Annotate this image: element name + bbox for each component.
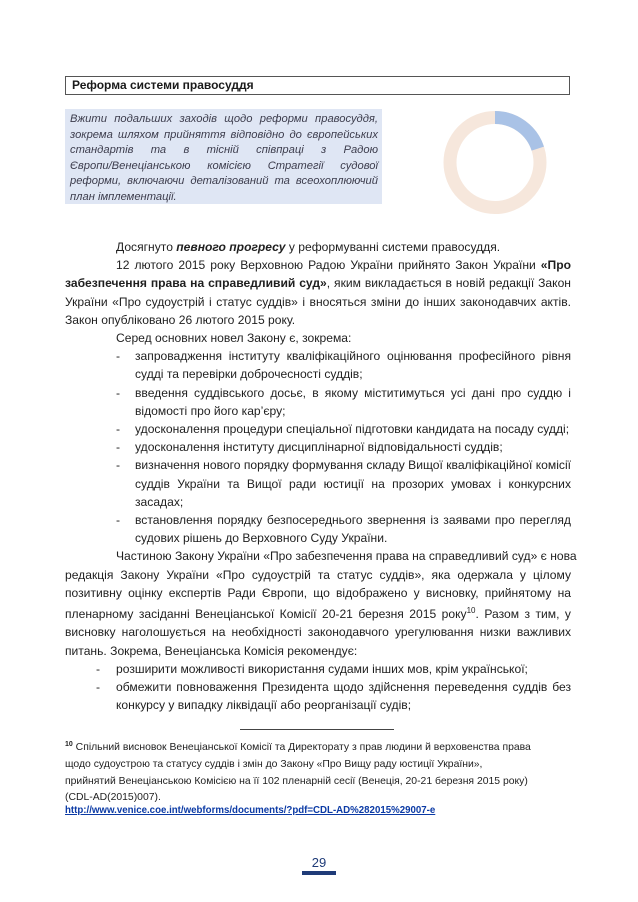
callout-line: зокрема шляхом прийняття відповідно до європейських — [70, 128, 378, 141]
text-line: щодо судоустрою та статусу суддів і змін до Закону «Про Вищу раду юстиції України», — [65, 758, 483, 770]
list-item — [65, 511, 571, 547]
text-line: судових рішень до Верховного Суду України. — [135, 531, 388, 546]
progress-donut-fill — [495, 118, 538, 149]
text-line: висновку наголошується на необхідності законодавчого урегулювання низки важливих — [65, 625, 571, 640]
text-line: питань. Зокрема, Венеціанська Комісія рекомендує: — [65, 643, 358, 658]
text-run: 12 лютого 2015 року Верховною Радою України прийнято Закон України — [116, 258, 541, 273]
list-item — [65, 347, 571, 383]
footnote-number: 10 — [65, 741, 73, 748]
list-dash: - — [116, 349, 121, 364]
list-item — [65, 420, 571, 438]
innovations-list — [65, 347, 571, 547]
text-run: . Разом з тим, у — [475, 607, 571, 622]
list-dash: - — [116, 385, 121, 400]
text-line — [65, 256, 571, 274]
law-title: забезпечення права на справедливий суд» — [65, 276, 327, 291]
footnote-divider — [240, 729, 394, 730]
text-line: визначення нового порядку формування складу Вищої кваліфікаційної комісії — [135, 458, 571, 473]
callout-line: план імплементації. — [70, 190, 177, 203]
section-header — [65, 76, 570, 95]
progress-donut — [424, 110, 566, 215]
list-item — [65, 660, 571, 678]
text-line: Закон опубліковано 26 лютого 2015 року. — [65, 312, 296, 327]
paragraph-venice — [65, 547, 577, 659]
text-line: прийнятий Венеціанською Комісією на її 102 пленарній сесії (Венеція, 20-21 березня 2015 року) — [65, 775, 528, 787]
text-line: обмежити повноваження Президента щодо здійснення переведення суддів без — [116, 679, 571, 694]
text-line: удосконалення процедури спеціальної підготовки кандидата на посаду судді; — [135, 422, 570, 437]
body-text — [65, 238, 577, 714]
text-line: позитивну оцінку експертів Ради Європи, що відображено у висновку, прийнятому на — [65, 585, 571, 600]
text-run: , яким викладається в новій редакції Закон — [326, 276, 571, 291]
footnote-link[interactable]: http://www.venice.coe.int/webforms/documents/?pdf=CDL-AD%282015%29007-e — [65, 805, 436, 816]
page-number: 29 — [311, 855, 327, 870]
list-dash: - — [96, 679, 101, 694]
text-line: суддів України та Вищої ради юстиції на прозорих умовах і конкурсних — [135, 476, 571, 491]
text-line — [65, 274, 571, 292]
text-line: (CDL-AD(2015)007). — [65, 792, 161, 804]
text-line: розширити можливості використання судами інших мов, крім української; — [116, 661, 528, 676]
text-line: засадах; — [135, 494, 184, 509]
paragraph-law — [65, 256, 571, 329]
law-title: «Про — [540, 258, 571, 273]
list-dash: - — [96, 661, 101, 676]
list-dash: - — [116, 440, 121, 455]
emphasis-text: певного прогресу — [176, 240, 286, 254]
paragraph-progress — [65, 238, 571, 256]
text-run: Досягнуто — [116, 240, 177, 254]
text-line: Частиною Закону України «Про забезпечення права на справедливий суд» є нова — [116, 549, 577, 564]
text-line: удосконалення інституту дисциплінарної відповідальності суддів; — [135, 440, 503, 455]
footnote — [65, 737, 571, 807]
list-dash: - — [116, 513, 121, 528]
list-item — [65, 384, 571, 420]
list-dash: - — [116, 458, 121, 473]
text-line: судді та перевірки доброчесності суддів; — [135, 367, 363, 382]
paragraph-intro-list: Серед основних новел Закону є, зокрема: — [116, 331, 352, 346]
page-number-bar — [302, 871, 336, 875]
list-dash: - — [116, 422, 121, 437]
text-run: у реформуванні системи правосуддя. — [285, 240, 501, 254]
callout-line: Європи/Венеціанською комісією Стратегії судової — [70, 159, 378, 172]
text-run: пленарному засіданні Венеціанської Комісії 20-21 березня 2015 року — [65, 607, 467, 622]
callout-line: реформи, включаючи деталізований та всеохоплюючий — [70, 175, 378, 188]
section-title: Реформа системи правосуддя — [72, 78, 254, 92]
text-line: відомості про його кар’єру; — [135, 403, 286, 418]
text-line: введення суддівського досьє, в якому міститимуться усі дані про суддю і — [135, 385, 571, 400]
callout-line: стандартів та в тісній співпраці з Радою — [70, 144, 378, 157]
list-item — [65, 438, 571, 456]
text-line — [65, 602, 571, 623]
callout-line: Вжити подальших заходів щодо реформи правосуддя, — [70, 113, 378, 125]
text-line — [65, 737, 571, 757]
list-item — [65, 456, 571, 511]
text-line: встановлення порядку безпосереднього звернення із заявами про перегляд — [135, 513, 571, 528]
text-line: України «Про судоустрій і статус суддів» і вносяться зміни до інших законодавчих актів. — [65, 294, 571, 309]
recommendation-callout — [65, 109, 382, 204]
text-line: редакція Закону України «Про судоустрій та статус суддів», яка одержала у цілому — [65, 567, 571, 582]
text-run: Спільний висновок Венеціанської Комісії та Директорату з прав людини й верховенства права — [72, 742, 531, 753]
footnote-ref[interactable]: 10 — [466, 606, 476, 616]
list-item — [65, 678, 571, 714]
text-line: конкурсу у випадку ліквідації або реорганізації судів; — [116, 698, 412, 713]
text-line: запровадження інституту кваліфікаційного оцінювання професійного рівня — [135, 349, 571, 364]
recommendations-list — [65, 660, 571, 715]
